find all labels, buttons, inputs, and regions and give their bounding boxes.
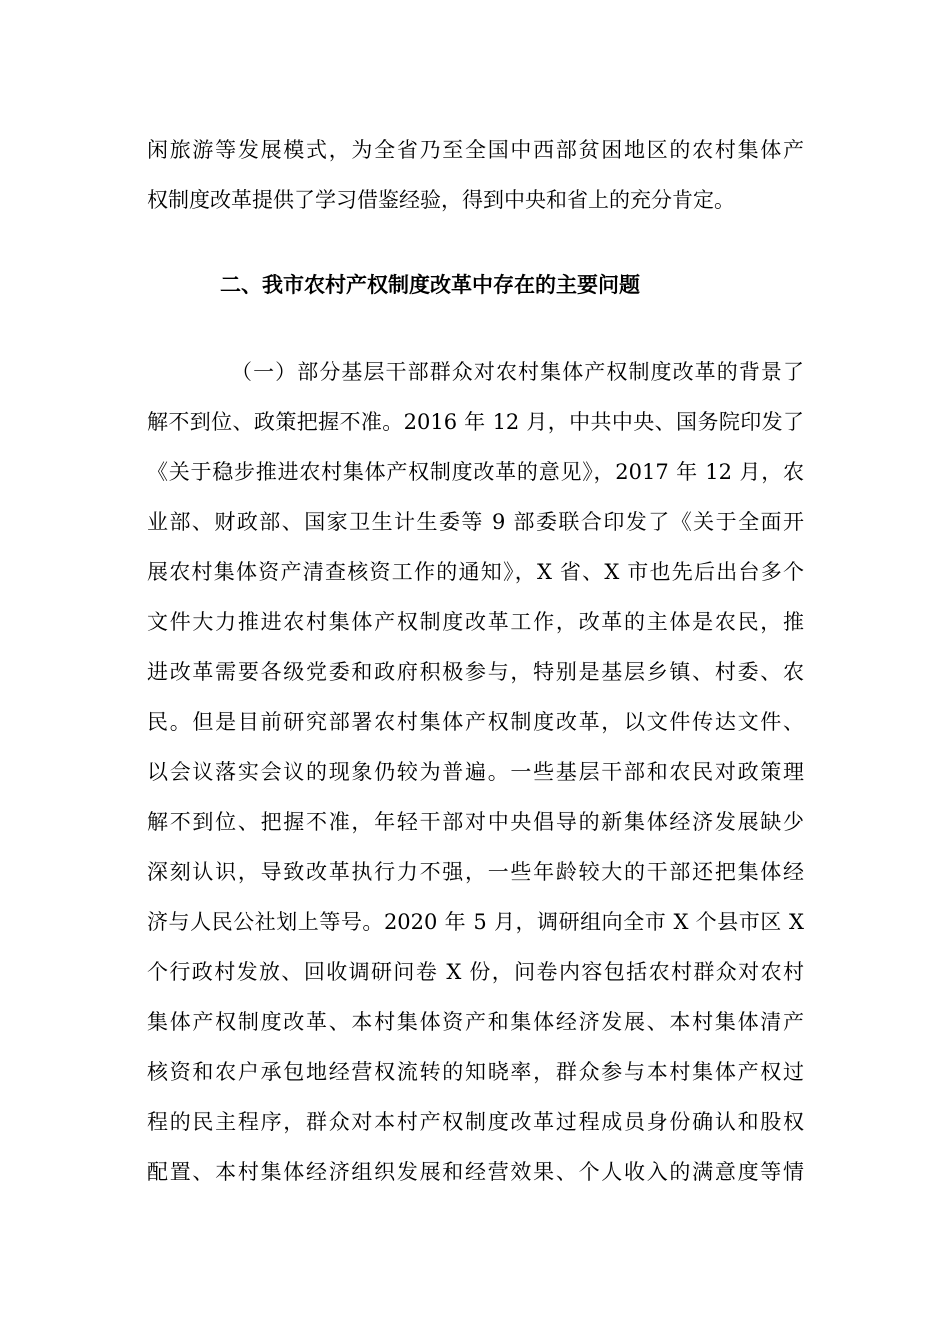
- paragraph-line-6: 文件大力推进农村集体产权制度改革工作，改革的主体是农民，推: [147, 610, 804, 634]
- paragraph-line-15: 核资和农户承包地经营权流转的知晓率，群众参与本村集体产权过: [147, 1060, 804, 1084]
- paragraph-line-16: 程的民主程序，群众对本村产权制度改革过程成员身份确认和股权: [147, 1110, 804, 1134]
- paragraph-line-10: 解不到位、把握不准，年轻干部对中央倡导的新集体经济发展缺少: [147, 810, 804, 834]
- paragraph-line-12: 济与人民公社划上等号。2020 年 5 月，调研组向全市 X 个县市区 X: [147, 910, 804, 934]
- paragraph-line-4: 业部、财政部、国家卫生计生委等 9 部委联合印发了《关于全面开: [147, 510, 804, 534]
- paragraph-line-5: 展农村集体资产清查核资工作的通知》，X 省、X 市也先后出台多个: [147, 560, 804, 584]
- paragraph-line-8: 民。但是目前研究部署农村集体产权制度改革，以文件传达文件、: [147, 710, 804, 734]
- paragraph-line-11: 深刻认识，导致改革执行力不强，一些年龄较大的干部还把集体经: [147, 860, 804, 884]
- continuation-line-1: 闲旅游等发展模式，为全省乃至全国中西部贫困地区的农村集体产: [147, 138, 804, 162]
- paragraph-line-3: 《关于稳步推进农村集体产权制度改革的意见》，2017 年 12 月，农: [147, 460, 804, 484]
- paragraph-line-13: 个行政村发放、回收调研问卷 X 份，问卷内容包括农村群众对农村: [147, 960, 804, 984]
- paragraph-line-9: 以会议落实会议的现象仍较为普遍。一些基层干部和农民对政策理: [147, 760, 804, 784]
- paragraph-line-7: 进改革需要各级党委和政府积极参与，特别是基层乡镇、村委、农: [147, 660, 804, 684]
- continuation-line-2: 权制度改革提供了学习借鉴经验，得到中央和省上的充分肯定。: [147, 188, 735, 212]
- paragraph-line-2: 解不到位、政策把握不准。2016 年 12 月，中共中央、国务院印发了: [147, 410, 804, 434]
- paragraph-line-1: （一）部分基层干部群众对农村集体产权制度改革的背景了: [231, 360, 804, 384]
- paragraph-line-14: 集体产权制度改革、本村集体资产和集体经济发展、本村集体清产: [147, 1010, 804, 1034]
- section-heading: 二、我市农村产权制度改革中存在的主要问题: [220, 273, 640, 297]
- paragraph-line-17: 配置、本村集体经济组织发展和经营效果、个人收入的满意度等情: [147, 1160, 804, 1184]
